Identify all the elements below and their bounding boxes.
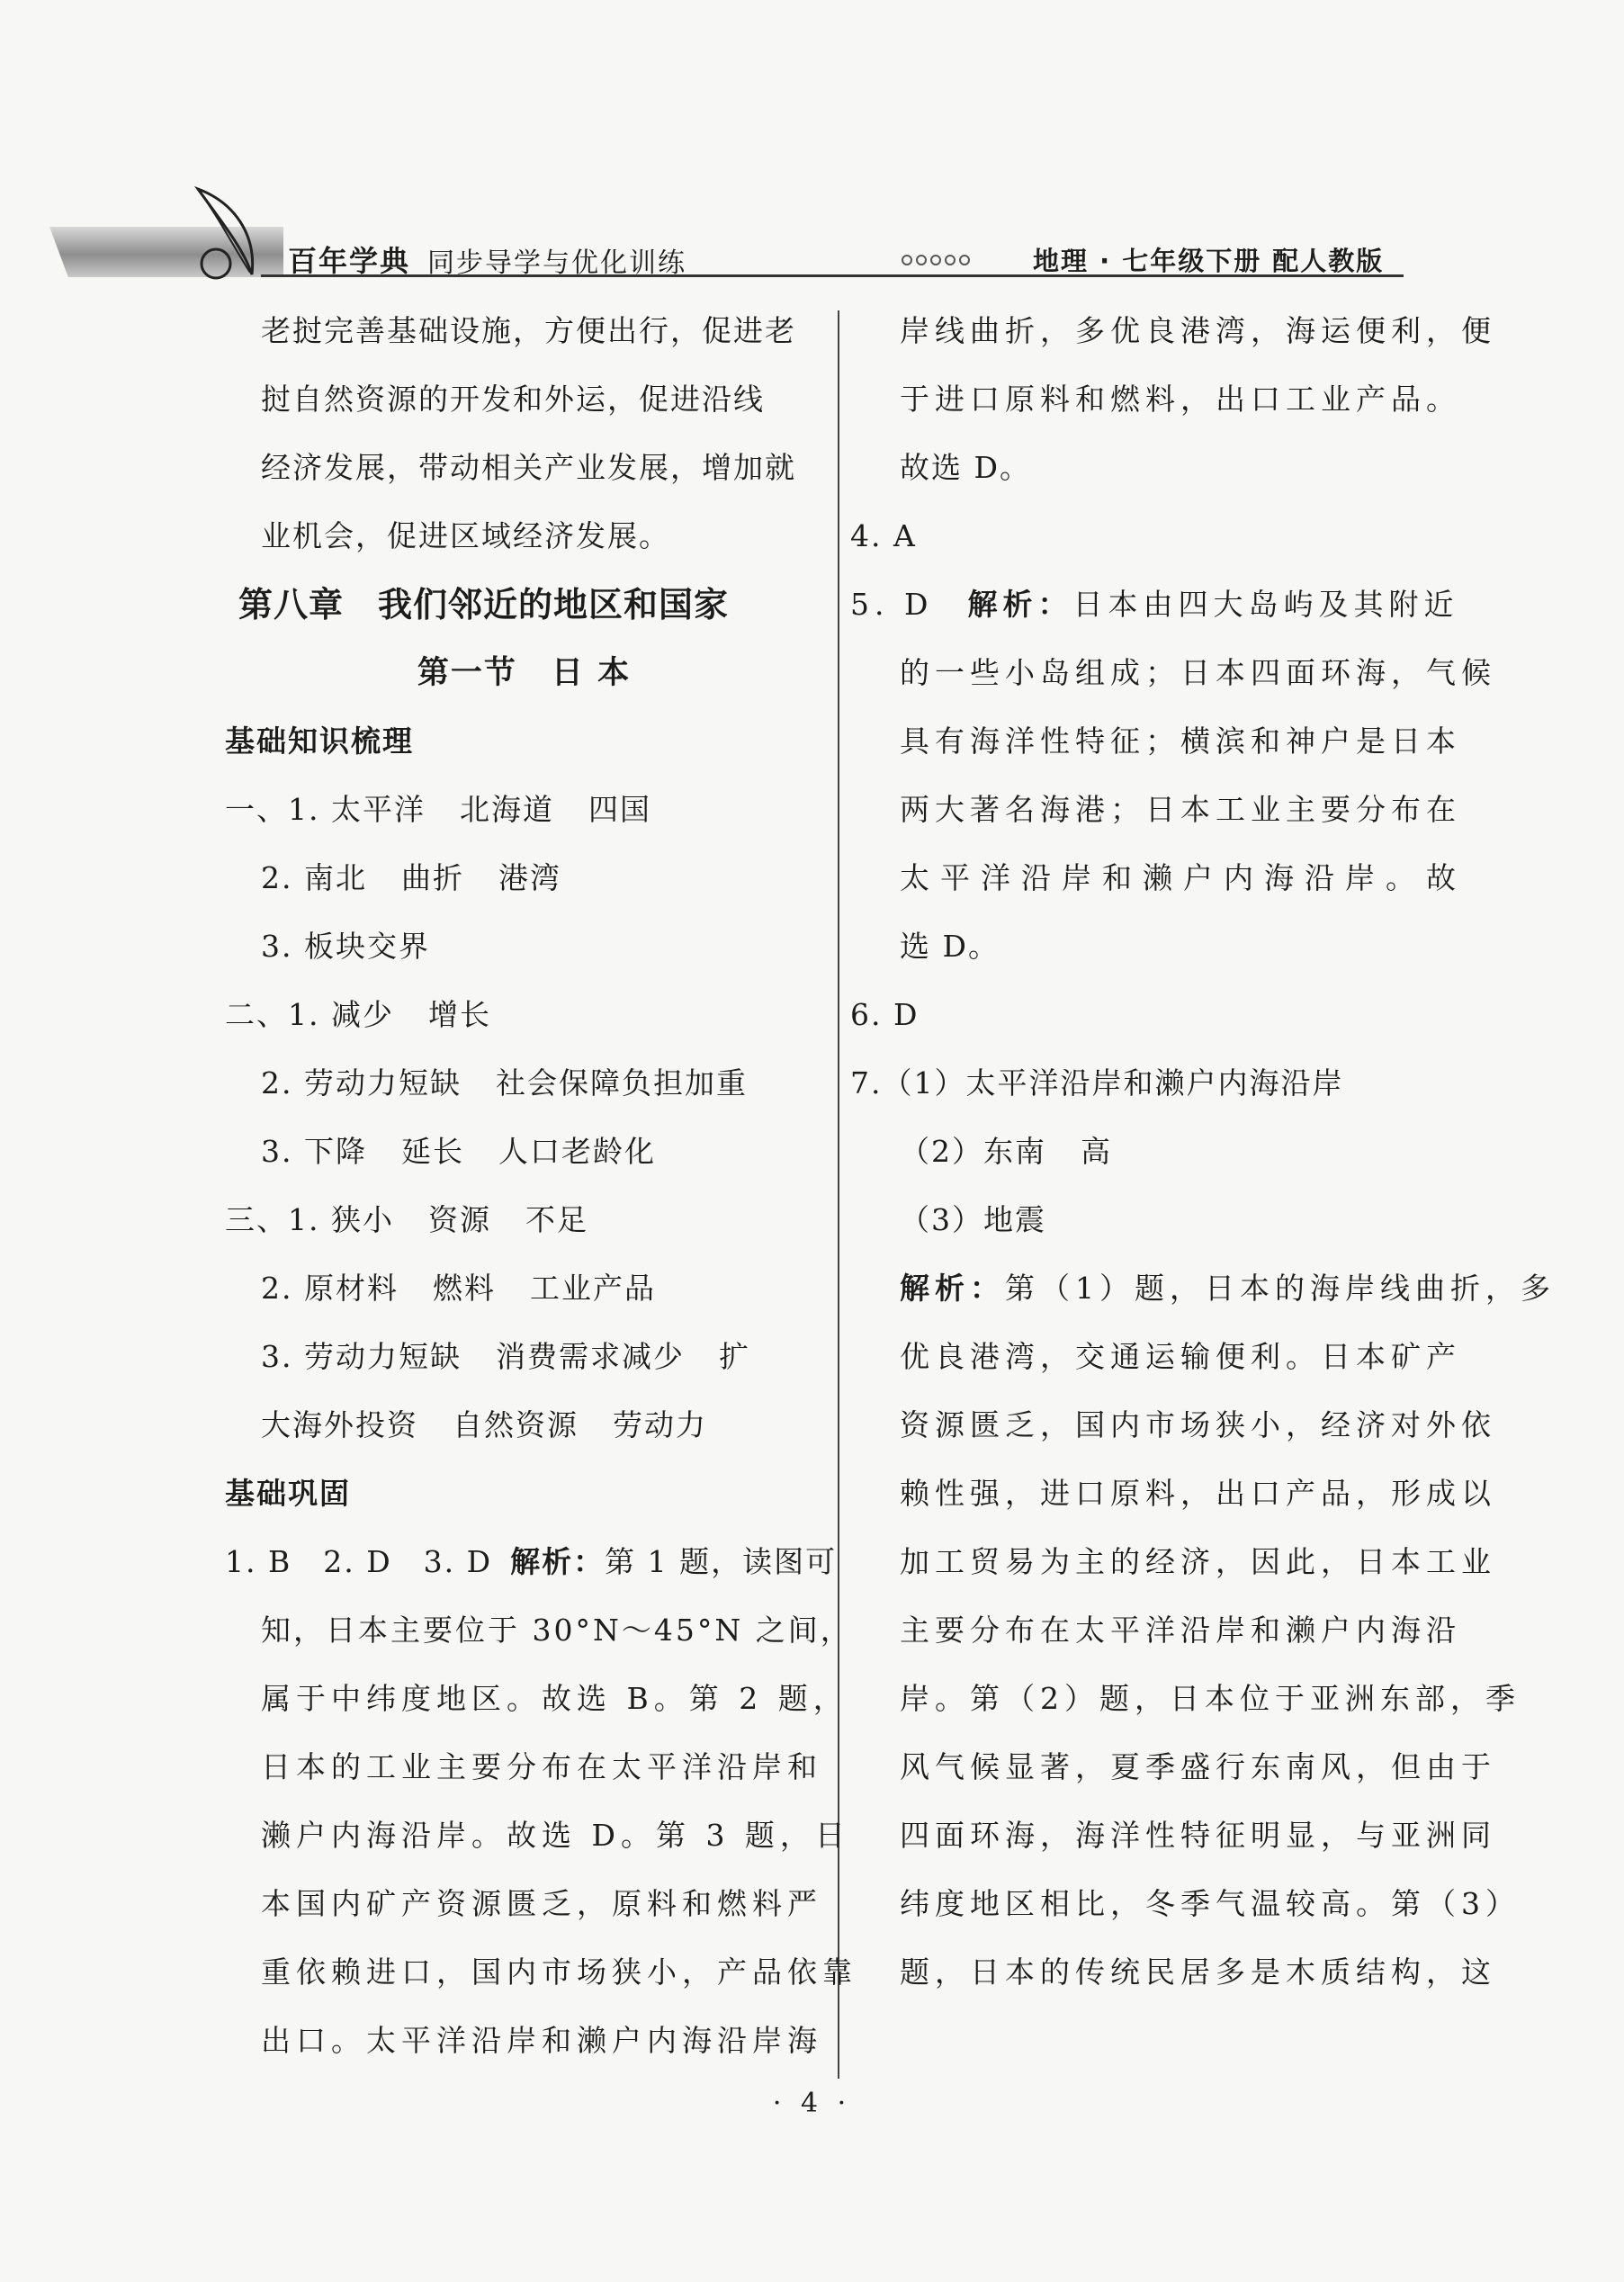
analysis-label: 解析：: [900, 1271, 1005, 1306]
quill-icon: [180, 184, 279, 283]
answer: 二、1. 减少: [225, 997, 394, 1032]
answer: 扩: [718, 1339, 750, 1374]
text-line: 经济发展，带动相关产业发展，增加就: [261, 450, 796, 485]
text-line: 具有海洋性特征；横滨和神户是日本: [900, 723, 1461, 759]
answer-line: [225, 1528, 838, 1596]
right-column: [850, 297, 1556, 2007]
section-title: [225, 639, 823, 707]
analysis-label: 解析：: [510, 1544, 606, 1579]
answer: 2. 原材料: [261, 1271, 399, 1306]
text-line: 故选 D。: [900, 450, 1031, 485]
answer: （2）东南: [900, 1134, 1046, 1169]
text-line: 岸线曲折，多优良港湾，海运便利，便: [900, 313, 1496, 348]
text-line: 四面环海，海洋性特征明显，与亚洲同: [900, 1818, 1496, 1853]
book-title: 同步导学与优化训练: [427, 247, 686, 279]
text-line: 太平洋沿岸和濑户内海沿岸。故: [900, 860, 1467, 895]
answer-line: [225, 981, 823, 1049]
answer-line: 6. D: [850, 997, 920, 1032]
text-line: 本国内矿产资源匮乏，原料和燃料严: [261, 1886, 822, 1921]
analysis-text: 第（1）题，日本的海岸线曲折，多: [1005, 1271, 1556, 1306]
answer: 三、1. 狭小: [225, 1202, 394, 1237]
section-name: 日 本: [551, 655, 632, 691]
answer: 自然资源: [453, 1407, 579, 1442]
text-line: 的一些小岛组成；日本四面环海，气候: [900, 655, 1496, 690]
answer: 3. 下降: [261, 1134, 367, 1169]
answer-line: [225, 1186, 823, 1254]
answer: 增长: [427, 997, 491, 1032]
decorative-dots-icon: [900, 253, 972, 267]
text-line: 重依赖进口，国内市场狭小，产品依靠: [261, 1954, 857, 1990]
answer-line: 3. 板块交界: [261, 929, 430, 964]
answer-line: [225, 1254, 823, 1323]
answer-line: [850, 1254, 1556, 1323]
answer-line: [850, 1118, 1449, 1186]
answer: 港湾: [498, 860, 561, 895]
answer: 工业产品: [529, 1271, 656, 1306]
answer: 一、1. 太平洋: [225, 792, 426, 827]
answer: 劳动力: [613, 1407, 707, 1442]
analysis-label: 解析：: [967, 587, 1073, 622]
text-line: 选 D。: [900, 929, 1000, 964]
text-line: 濑户内海沿岸。故选 D。第 3 题，日: [261, 1818, 850, 1853]
text-line: 两大著名海港；日本工业主要分布在: [900, 792, 1461, 827]
answer: 2. 南北: [261, 860, 367, 895]
answer-line: 7.（1）太平洋沿岸和濑户内海沿岸: [850, 1065, 1344, 1101]
text-line: 于进口原料和燃料，出口工业产品。: [900, 382, 1461, 417]
page-header: [0, 0, 1624, 297]
text-line: 赖性强，进口原料，出口产品，形成以: [900, 1476, 1496, 1511]
text-line: 知，日本主要位于 30°N～45°N 之间，: [261, 1613, 853, 1648]
text-line: 优良港湾，交通运输便利。日本矿产: [900, 1339, 1461, 1374]
answer: 3. 劳动力短缺: [261, 1339, 462, 1374]
answer-line: （3）地震: [900, 1202, 1046, 1237]
answer: 1. B 2. D 3. D: [225, 1544, 493, 1579]
text-line: 资源匮乏，国内市场狭小，经济对外依: [900, 1407, 1496, 1442]
answer: 大海外投资: [261, 1407, 418, 1442]
text-line: 老挝完善基础设施，方便出行，促进老: [261, 313, 796, 348]
text-line: 主要分布在太平洋沿岸和濑户内海沿: [900, 1613, 1461, 1648]
answer: 消费需求减少: [495, 1339, 685, 1374]
answer: 燃料: [432, 1271, 496, 1306]
page-number: · 4 ·: [772, 2088, 852, 2119]
text-line: 题，日本的传统民居多是木质结构，这: [900, 1954, 1496, 1990]
text-line: 风气候显著，夏季盛行东南风，但由于: [900, 1749, 1496, 1784]
section-number: 第一节: [417, 655, 517, 691]
analysis-text: 第 1 题，读图可: [605, 1544, 838, 1579]
answer: 5. D: [850, 587, 934, 622]
answer-line: [225, 1118, 823, 1186]
answer: 不足: [525, 1202, 588, 1237]
answer: 人口老龄化: [498, 1134, 656, 1169]
text-line: 纬度地区相比，冬季气温较高。第（3）: [900, 1886, 1521, 1921]
text-line: 日本的工业主要分布在太平洋沿岸和: [261, 1749, 822, 1784]
chapter-number: 第八章: [238, 585, 345, 624]
heading-basic-knowledge: 基础知识梳理: [225, 723, 414, 759]
text-line: 属于中纬度地区。故选 B。第 2 题，: [261, 1681, 848, 1716]
answer-line: 4. A: [850, 518, 917, 553]
answer: 四国: [588, 792, 651, 827]
answer: 延长: [400, 1134, 464, 1169]
answer: 北海道: [459, 792, 554, 827]
answer: 资源: [427, 1202, 491, 1237]
chapter-title: [225, 570, 823, 639]
answer: 曲折: [400, 860, 464, 895]
analysis-text: 日本由四大岛屿及其附近: [1072, 587, 1459, 622]
answer-line: [225, 776, 823, 844]
answer-line: [850, 570, 1459, 639]
text-line: 加工贸易为主的经济，因此，日本工业: [900, 1544, 1496, 1579]
text-line: 岸。第（2）题，日本位于亚洲东部，季: [900, 1681, 1521, 1716]
left-column: [225, 297, 857, 2075]
text-line: 挝自然资源的开发和外运，促进沿线: [261, 382, 765, 417]
answer-line: [225, 1049, 823, 1118]
text-line: 业机会，促进区域经济发展。: [261, 518, 670, 553]
answer-line: [225, 1323, 823, 1391]
answer: 社会保障负担加重: [495, 1065, 748, 1101]
heading-consolidation: 基础巩固: [225, 1476, 351, 1511]
answer-line: [225, 844, 823, 912]
text-line: 出口。太平洋沿岸和濑户内海沿岸海: [261, 2023, 822, 2058]
answer: 高: [1081, 1134, 1112, 1169]
answer: 2. 劳动力短缺: [261, 1065, 462, 1101]
subject-title: 地理 · 七年级下册 配人教版: [1033, 246, 1385, 276]
answer-line: [225, 1391, 823, 1460]
series-title: 百年学典: [288, 244, 411, 278]
chapter-name: 我们邻近的地区和国家: [378, 585, 730, 624]
